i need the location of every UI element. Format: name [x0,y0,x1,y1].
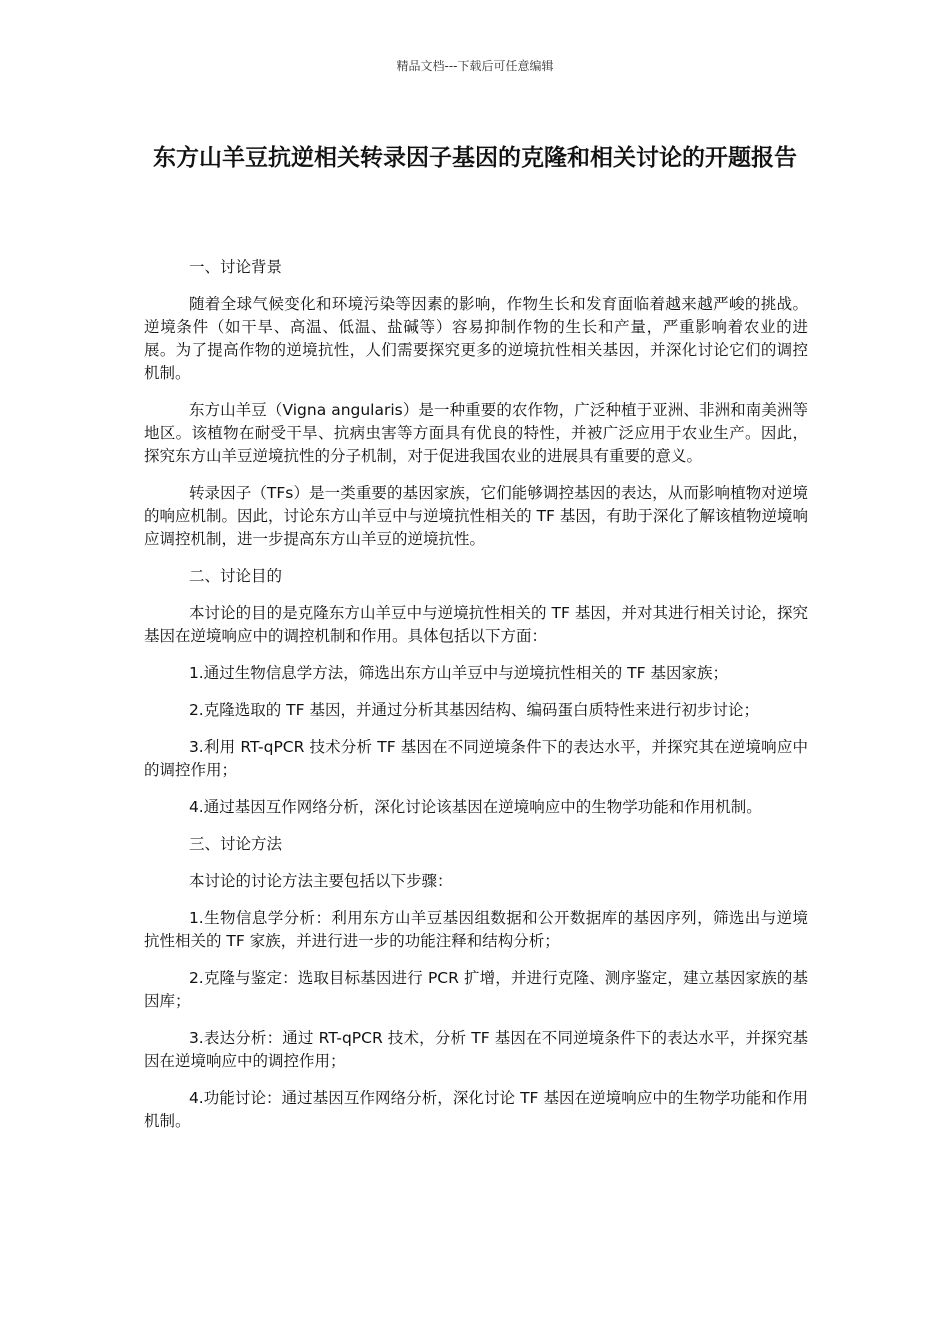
paragraph-methods-intro: 本讨论的讨论方法主要包括以下步骤： [188,872,453,890]
page-header-watermark: 精品文档---下载后可任意编辑 [396,59,554,73]
paragraph-background-3: 转录因子（TFs）是一类重要的基因家族，它们能够调控基因的表达，从而影响植物对逆境的响应机制。因此，讨论东方山羊豆中与逆境抗性相关的 TF 基因，有助于深化了解该植物逆境响应调控机制，进一步提高东方山羊豆的逆境抗性。 [144,484,808,548]
list-item-methods-1: 1.生物信息学分析：利用东方山羊豆基因组数据和公开数据库的基因序列，筛选出与逆境抗性相关的 TF 家族，并进行进一步的功能注释和结构分析； [144,909,808,950]
paragraph-background-2: 东方山羊豆（Vigna angularis）是一种重要的农作物，广泛种植于亚洲、非洲和南美洲等地区。该植物在耐受干旱、抗病虫害等方面具有优良的特性，并被广泛应用于农业生产。因此，探究东方山羊豆逆境抗性的分子机制，对于促进我国农业的进展具有重要的意义。 [144,401,808,465]
list-item-purpose-1: 1.通过生物信息学方法，筛选出东方山羊豆中与逆境抗性相关的 TF 基因家族； [188,664,728,682]
list-item-methods-4: 4.功能讨论：通过基因互作网络分析，深化讨论 TF 基因在逆境响应中的生物学功能和作用机制。 [144,1089,808,1130]
list-item-methods-3: 3.表达分析：通过 RT-qPCR 技术，分析 TF 基因在不同逆境条件下的表达水平，并探究基因在逆境响应中的调控作用； [144,1029,808,1070]
paragraph-purpose-intro: 本讨论的目的是克隆东方山羊豆中与逆境抗性相关的 TF 基因，并对其进行相关讨论，探究基因在逆境响应中的调控机制和作用。具体包括以下方面： [144,604,808,645]
list-item-purpose-4: 4.通过基因互作网络分析，深化讨论该基因在逆境响应中的生物学功能和作用机制。 [188,798,762,816]
list-item-purpose-2: 2.克隆选取的 TF 基因，并通过分析其基因结构、编码蛋白质特性来进行初步讨论； [188,701,759,719]
section-heading-background: 一、讨论背景 [188,258,282,276]
document-body [144,256,808,1147]
paragraph-background-1: 随着全球气候变化和环境污染等因素的影响，作物生长和发育面临着越来越严峻的挑战。逆境条件（如干旱、高温、低温、盐碱等）容易抑制作物的生长和产量，严重影响着农业的进展。为了提高作物的逆境抗性，人们需要探究更多的逆境抗性相关基因，并深化讨论它们的调控机制。 [144,295,808,382]
section-heading-purpose: 二、讨论目的 [188,567,282,585]
list-item-purpose-3: 3.利用 RT-qPCR 技术分析 TF 基因在不同逆境条件下的表达水平，并探究其在逆境响应中的调控作用； [144,738,808,779]
section-heading-methods: 三、讨论方法 [188,835,282,853]
list-item-methods-2: 2.克隆与鉴定：选取目标基因进行 PCR 扩增，并进行克隆、测序鉴定，建立基因家族的基因库； [144,969,808,1010]
document-title: 东方山羊豆抗逆相关转录因子基因的克隆和相关讨论的开题报告 [153,145,797,171]
